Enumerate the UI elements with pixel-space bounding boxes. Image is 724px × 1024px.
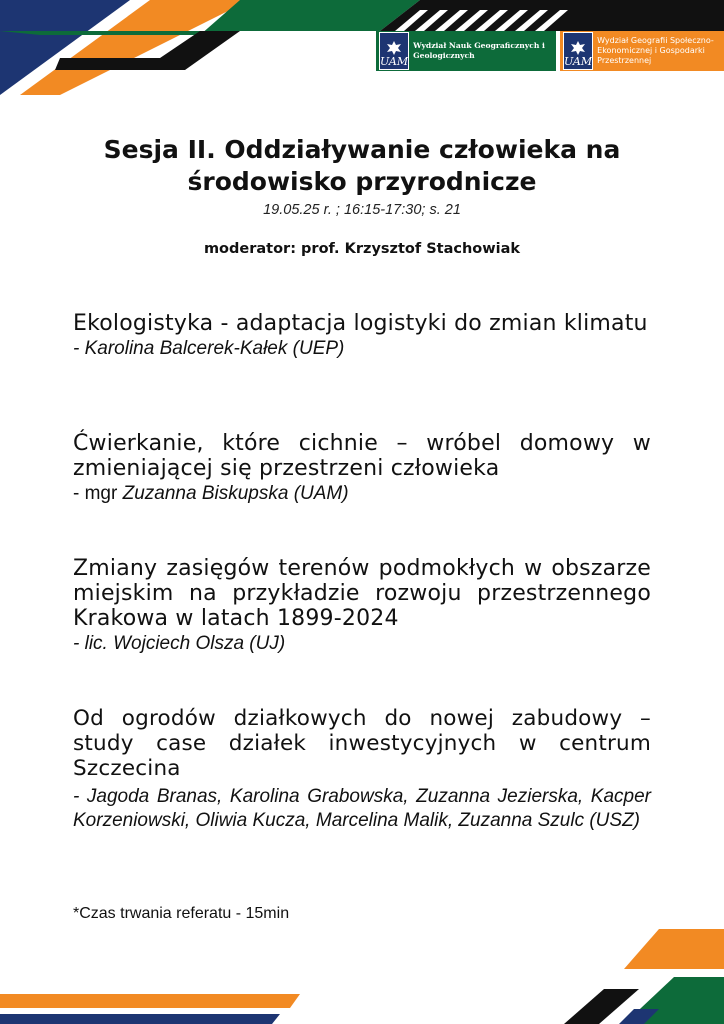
emblem-label: UAM [564, 55, 593, 68]
talk-speaker [73, 483, 651, 505]
session-moderator: moderator: prof. Krzysztof Stachowiak [203, 241, 521, 257]
footer-decoration-left [0, 994, 330, 1024]
talk-title: Ćwierkanie, które cichnie – wróbel domowy w zmieniającej się przestrzeni człowieka [73, 431, 651, 481]
faculty-name-1: Wydział Nauk Geograficznych i Geologicznych [413, 41, 545, 60]
talk-item [73, 431, 651, 505]
logo-faculty-geographical-geological [376, 31, 556, 71]
talk-speaker: - Jagoda Branas, Karolina Grabowska, Zuzanna Jezierska, Kacper Korzeniowski, Oliwia Kucza, Marcelina Malik, Zuzanna Szulc (USZ) [73, 786, 651, 831]
talk-speaker: - Karolina Balcerek-Kałek (UEP) [73, 338, 345, 359]
speaker-name: Zuzanna Biskupska (UAM) [122, 483, 349, 504]
footer-decoration-right [564, 929, 724, 1024]
talk-title: Od ogrodów działkowych do nowej zabudowy – study case działek inwestycyjnych w centrum Szczecina [73, 706, 651, 781]
logo-faculty-socio-economic-geography [560, 31, 724, 71]
talk-title: Ekologistyka - adaptacja logistyki do zmian klimatu [73, 311, 648, 336]
faculty-name-2: Wydział Geografii Społeczno-Ekonomicznej i Gospodarki Przestrzennej [597, 36, 714, 65]
session-date-time-room: 19.05.25 r. ; 16:15-17:30; s. 21 [263, 202, 461, 218]
talk-speaker: - lic. Wojciech Olsza (UJ) [73, 633, 286, 654]
talk-item [73, 556, 651, 655]
emblem-label: UAM [380, 55, 409, 68]
talk-item [73, 706, 651, 833]
talk-item [73, 311, 651, 360]
talk-title: Zmiany zasięgów terenów podmokłych w obszarze miejskim na przykładzie rozwoju przestrzennego Krakowa w latach 1899-2024 [73, 556, 651, 631]
uam-emblem-icon [379, 32, 409, 70]
uam-emblem-icon [563, 32, 593, 70]
duration-footnote: *Czas trwania referatu - 15min [73, 905, 290, 922]
speaker-title-prefix: - mgr [73, 483, 123, 504]
session-title: Sesja II. Oddziaływanie człowieka na środowisko przyrodnicze [103, 135, 621, 196]
